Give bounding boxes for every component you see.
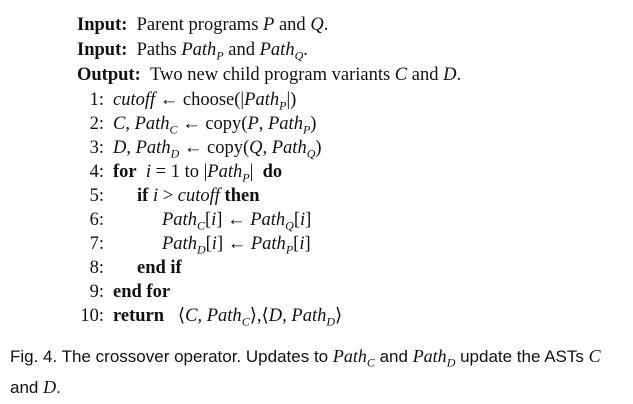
algorithm-line bbox=[0, 280, 633, 304]
line-number: 9: bbox=[89, 282, 104, 302]
algorithm-line bbox=[0, 304, 633, 328]
algorithm-line bbox=[0, 112, 633, 136]
input-keyword: Input: bbox=[77, 15, 128, 35]
output-text: Two new child program variants C and D. bbox=[145, 65, 462, 85]
line-code: Path$_D$[i] ← Path$_P$[i] bbox=[162, 234, 311, 257]
figure-caption: Fig. 4. The crossover operator. Updates to Path$_C$ and Path$_D$ update the ASTs C and D. bbox=[10, 346, 601, 398]
algorithm-line bbox=[0, 256, 633, 280]
line-code: Path$_C$[i] ← Path$_Q$[i] bbox=[162, 210, 312, 233]
line-number: 1: bbox=[89, 90, 104, 110]
algorithm-line bbox=[0, 184, 633, 208]
algorithm-line bbox=[0, 88, 633, 112]
line-number: 7: bbox=[89, 234, 104, 254]
algorithm-line bbox=[0, 232, 633, 256]
algorithm-line bbox=[0, 208, 633, 232]
line-number: 2: bbox=[89, 114, 104, 134]
line-code: end for bbox=[113, 282, 171, 302]
algorithm-line bbox=[0, 136, 633, 160]
line-code: if i > cutoff then bbox=[137, 186, 260, 206]
line-number: 5: bbox=[89, 186, 104, 206]
algorithm-input-1 bbox=[77, 13, 328, 37]
line-code: C, Path$_C$ ← copy(P, Path$_P$) bbox=[113, 114, 317, 137]
input-text: Paths Path$_P$ and Path$_Q$. bbox=[132, 40, 308, 63]
output-keyword: Output: bbox=[77, 65, 141, 85]
algorithm-output bbox=[77, 63, 461, 87]
algorithm-input-2 bbox=[77, 38, 308, 62]
line-code: for i = 1 to |Path$_P$| do bbox=[113, 162, 283, 185]
line-code: return ⟨C, Path$_C$⟩,⟨D, Path$_D$⟩ bbox=[113, 306, 343, 329]
line-number: 4: bbox=[89, 162, 104, 182]
input-text: Parent programs P and Q. bbox=[132, 15, 329, 35]
line-number: 10: bbox=[80, 306, 104, 326]
input-keyword: Input: bbox=[77, 40, 128, 60]
line-code: end if bbox=[137, 258, 182, 278]
line-number: 6: bbox=[89, 210, 104, 230]
line-number: 3: bbox=[89, 138, 104, 158]
line-code: D, Path$_D$ ← copy(Q, Path$_Q$) bbox=[113, 138, 322, 161]
line-code: cutoff ← choose(|Path$_P$|) bbox=[113, 90, 297, 113]
line-number: 8: bbox=[89, 258, 104, 278]
algorithm-line bbox=[0, 160, 633, 184]
